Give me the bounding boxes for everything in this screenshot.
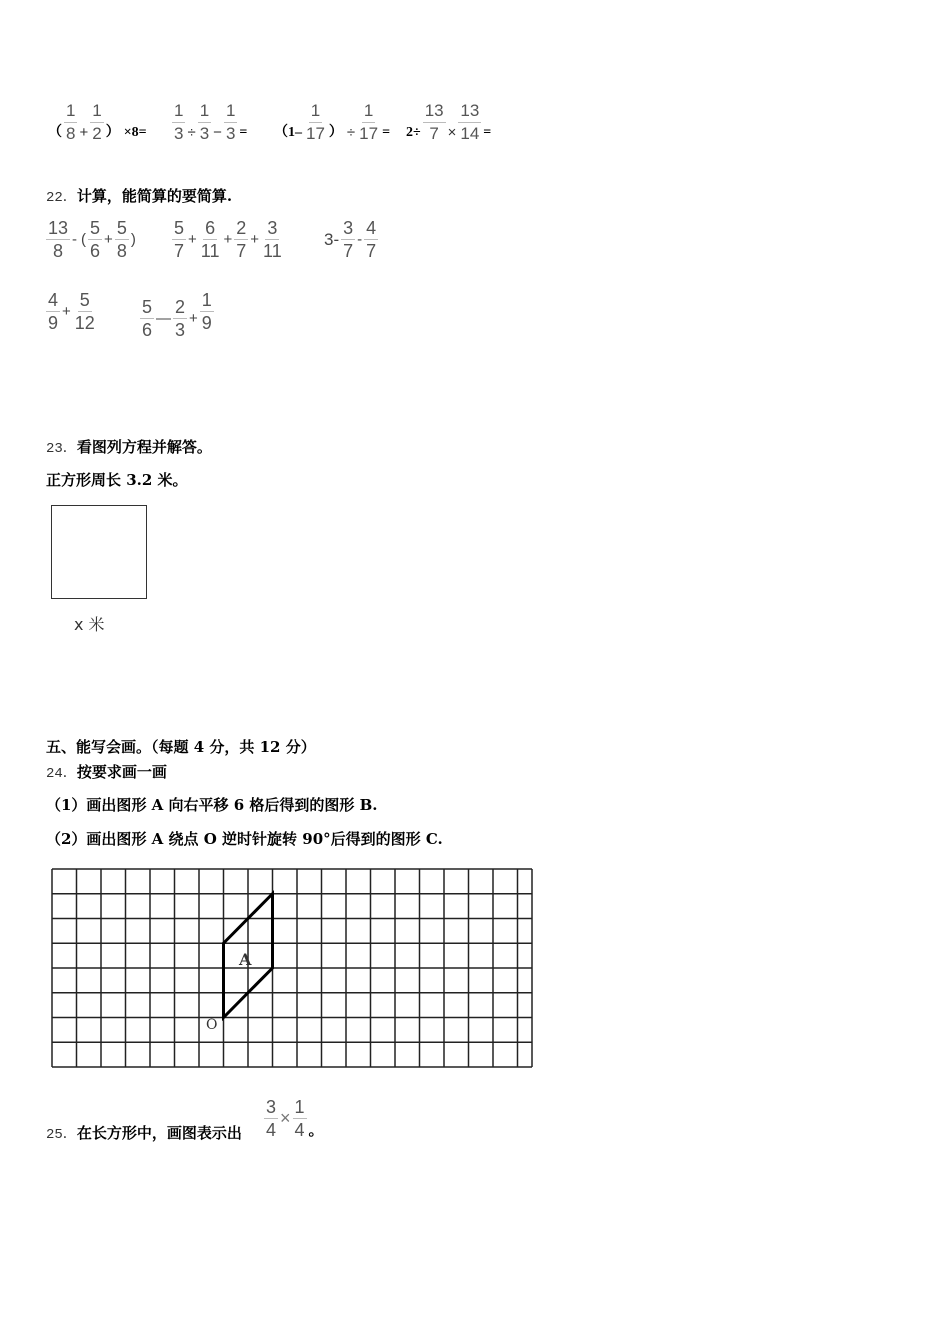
fraction: $\frac{5}{7}$ (174, 218, 185, 261)
fraction: $\frac{5}{6}$ (90, 218, 101, 261)
fraction: $\frac{1}{17}$ (359, 101, 379, 143)
fraction: $\frac{13}{8}$ (48, 218, 69, 261)
square-side-label: x 米 (74, 615, 105, 634)
question-24-part-1: （1）画出图形 A 向右平移 6 格后得到的图形 B. (46, 796, 378, 814)
fraction: $\frac{6}{11}$ (200, 218, 220, 261)
fraction: $\frac{1}{3}$ (199, 101, 210, 143)
fraction: $\frac{3}{4}$ (266, 1097, 277, 1140)
expression-1: （ $\frac{1}{8}$ + $\frac{1}{2}$ ） ×8= (48, 101, 147, 143)
point-o-label: O (206, 1017, 218, 1033)
expression-4: 2÷ $\frac{13}{7}$ × $\frac{13}{14}$ = (406, 101, 492, 143)
expression-2: $\frac{1}{3}$ ÷ $\frac{1}{3}$ − $\frac{1}{3}$ = (174, 101, 248, 143)
shape-a-label: A (239, 950, 252, 969)
fraction: $\frac{3}{7}$ (343, 218, 354, 261)
fraction: $\frac{1}{2}$ (92, 101, 102, 143)
q22-expression-3: 3- $\frac{3}{7}$ - $\frac{4}{7}$ (324, 218, 377, 261)
fraction: $\frac{1}{3}$ (174, 101, 184, 143)
q22-expression-4: $\frac{4}{9}$ + $\frac{5}{12}$ (48, 290, 95, 333)
question-23-description: 正方形周长 3.2 米。 (46, 471, 188, 489)
q22-expression-5: $\frac{5}{6}$ — $\frac{2}{3}$ + $\frac{1}{9}$ (142, 290, 212, 340)
question-23-title: 23．看图列方程并解答。 (46, 438, 212, 457)
fraction: $\frac{13}{7}$ (424, 101, 444, 143)
fraction: $\frac{4}{9}$ (48, 290, 59, 333)
fraction: $\frac{2}{3}$ (175, 297, 186, 340)
question-24-title: 24．按要求画一画 (46, 763, 167, 782)
fraction: $\frac{1}{17}$ (306, 101, 325, 143)
fraction: $\frac{3}{11}$ (263, 218, 282, 261)
question-24-part-2: （2）画出图形 A 绕点 O 逆时针旋转 90°后得到的图形 C. (46, 830, 443, 848)
expression-3: （1– $\frac{1}{17}$ ） ÷ $\frac{1}{17}$ = (274, 101, 391, 143)
section-5-heading: 五、能写会画。（每题 4 分，共 12 分） (46, 738, 316, 756)
fraction: $\frac{1}{9}$ (201, 290, 212, 333)
q25-expression: $\frac{3}{4}$ × $\frac{1}{4}$ 。 (266, 1097, 324, 1140)
q22-expression-1: $\frac{13}{8}$ - ( $\frac{5}{6}$ + $\frac{5}{8}$ ) (48, 218, 136, 261)
fraction: $\frac{1}{3}$ (225, 101, 236, 143)
question-25-title: 25．在长方形中，画图表示出 (46, 1124, 242, 1143)
fraction: $\frac{5}{6}$ (142, 297, 153, 340)
question-22-title: 22．计算，能简算的要简算. (46, 187, 233, 206)
fraction: $\frac{13}{14}$ (460, 101, 480, 143)
q22-expression-2: $\frac{5}{7}$ + $\frac{6}{11}$ + $\frac{2}{7}$ + $\frac{3}{11}$ (174, 218, 282, 261)
fraction: $\frac{1}{8}$ (66, 101, 76, 143)
fraction: $\frac{2}{7}$ (236, 218, 247, 261)
open-paren: （ (48, 125, 62, 140)
fraction: $\frac{4}{7}$ (366, 218, 377, 261)
fraction: $\frac{5}{12}$ (74, 290, 95, 333)
fraction: $\frac{1}{4}$ (294, 1097, 305, 1140)
fraction: $\frac{5}{8}$ (116, 218, 127, 261)
